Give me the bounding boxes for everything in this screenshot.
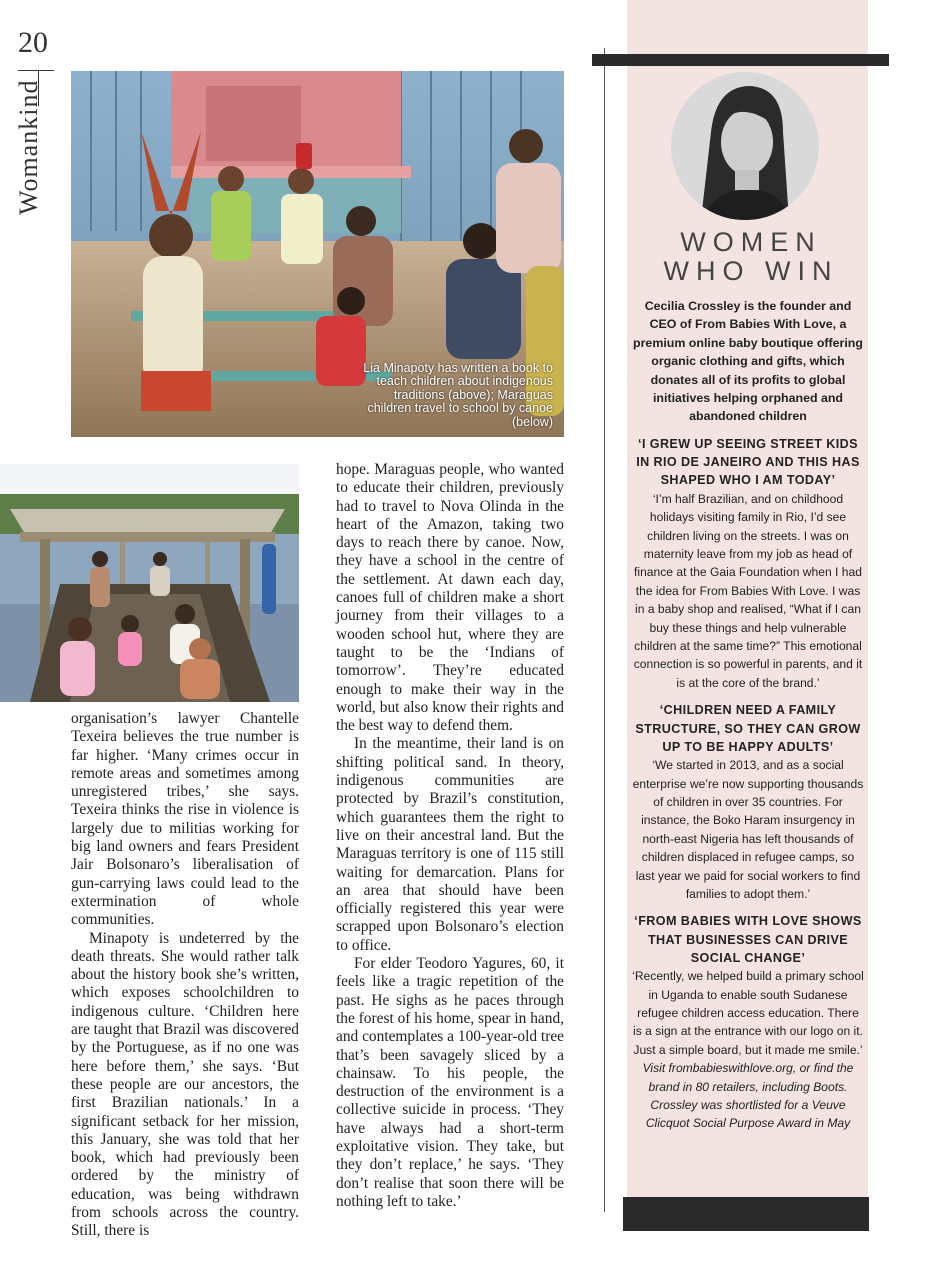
portrait-image — [671, 72, 819, 220]
sidebar-footnote: Visit frombabieswithlove.org, or find the brand in 80 retailers, including Boots. Crossley was shortlisted for a Veuve Clicquot Social Purpose Award in May — [642, 1061, 854, 1131]
article-paragraph: organisation’s lawyer Chantelle Texeira believes the true number is far higher. ‘Many crimes occur in remote areas and sometimes among unregistered tribes,’ she says. Texeira thinks the rise in violence is largely due to militias working for big land owners and fears President Jair Bolsonaro’s liberalisation of gun-carrying laws could lead to the extermination of whole communities. — [71, 710, 299, 929]
section-label: Womankind — [14, 79, 43, 215]
sidebar-title-line2: WHO WIN — [663, 256, 839, 286]
sidebar-title-line1: WOMEN — [680, 227, 822, 257]
portrait-cecilia-crossley — [671, 72, 819, 220]
sidebar-top-bar — [592, 54, 889, 66]
sidebar-heading: ‘I GREW UP SEEING STREET KIDS IN RIO DE JANEIRO AND THIS HAS SHAPED WHO I AM TODAY’ — [636, 436, 860, 488]
photo-children-canoe-image — [0, 464, 299, 702]
column-divider — [604, 48, 605, 1212]
sidebar-heading: ‘FROM BABIES WITH LOVE SHOWS THAT BUSINESSES CAN DRIVE SOCIAL CHANGE’ — [634, 914, 862, 965]
photo-caption: Lia Minapoty has written a book to teach children about indigenous traditions (above); Maraguas children travel to school by canoe (below) — [363, 360, 553, 429]
article-paragraph: Minapoty is undeterred by the death threats. She would rather talk about the history book she’s written, which exposes schoolchildren to indigenous culture. ‘Children here are taught that Brazil was discovered by the Portuguese, as if no one was here before them,’ she says. ‘But these people are our ancestors, the first Brazilian nationals.’ In a significant setback for her mission, this January, she was told that her book, which had previously been ordered by the ministry of education, was being withdrawn from schools across the country. Still, there is — [71, 929, 299, 1240]
article-column-middle — [336, 461, 564, 1211]
page-number-rule — [18, 70, 54, 71]
article-column-left — [71, 710, 299, 1241]
sidebar-text: ‘We started in 2013, and as a social enterprise we’re now supporting thousands of children in over 35 countries. For instance, the Boko Haram insurgency in north-east Nigeria has left thousands of children displaced in refugee camps, so last year we paid for social workers to find families to adopt them.’ — [632, 758, 864, 901]
sidebar-intro: Cecilia Crossley is the founder and CEO of From Babies With Love, a premium online baby boutique offering organic clothing and gifts, which donates all of its profits to global initiatives helping orphaned and abandoned children — [633, 299, 863, 424]
article-paragraph: hope. Maraguas people, who wanted to educate their children, previously had to travel to Nova Olinda in the heart of the Amazon, taking two days to reach there by canoe. Now, they have a school in the centre of the settlement. At dawn each day, canoes full of children make a short journey from their villages to a wooden school hut, where they are taught to be the ‘Indians of tomorrow’. They’re educated enough to make their way in the world, but also know their rights and the best way to defend them. — [336, 461, 564, 735]
photo-children-canoe — [0, 464, 299, 702]
photo-indigenous-gathering — [71, 71, 564, 437]
article-paragraph: In the meantime, their land is on shifting political sand. In theory, indigenous communities are protected by Brazil’s constitution, which guarantees them the right to live on their ancestral land. But the Maraguas territory is one of 115 still waiting for demarcation. Plans for an area that should have been officially registered this year were scrapped upon Bolsonaro’s election to office. — [336, 735, 564, 954]
sidebar-body — [632, 297, 864, 1142]
article-paragraph: For elder Teodoro Yagures, 60, it feels like a tragic repetition of the past. He sighs as he paces through the forest of his home, spear in hand, and contemplates a 100-year-old tree that’s been savagely sliced by a chainsaw. To his people, the destruction of the environment is a collective suicide in process. ‘They have always had a short-term exploitative vision. They take, but they don’t replace,’ he says. ‘They don’t realise that soon there will be nothing left to take.’ — [336, 955, 564, 1210]
sidebar-heading: ‘CHILDREN NEED A FAMILY STRUCTURE, SO THEY CAN GROW UP TO BE HAPPY ADULTS’ — [635, 703, 861, 754]
sidebar-title — [627, 228, 868, 286]
sidebar-text: ‘I’m half Brazilian, and on childhood holidays visiting family in Rio, I’d see children living on the streets. I was on maternity leave from my job as head of finance at the Gaia Foundation when I had the idea for From Babies With Love. I was in a baby shop and realised, “What if I can buy these things and help vulnerable children at the same time?” This emotional connection is so powerful in parents, and it is at the core of the brand.’ — [633, 491, 863, 690]
sidebar-text: ‘Recently, we helped build a primary school in Uganda to enable south Sudanese refugee children access education. There is a sign at the entrance with our logo on it. Just a simple board, but it made me smile.’ — [632, 969, 864, 1057]
page-number: 20 — [18, 26, 48, 59]
sidebar-bottom-bar — [623, 1197, 869, 1231]
